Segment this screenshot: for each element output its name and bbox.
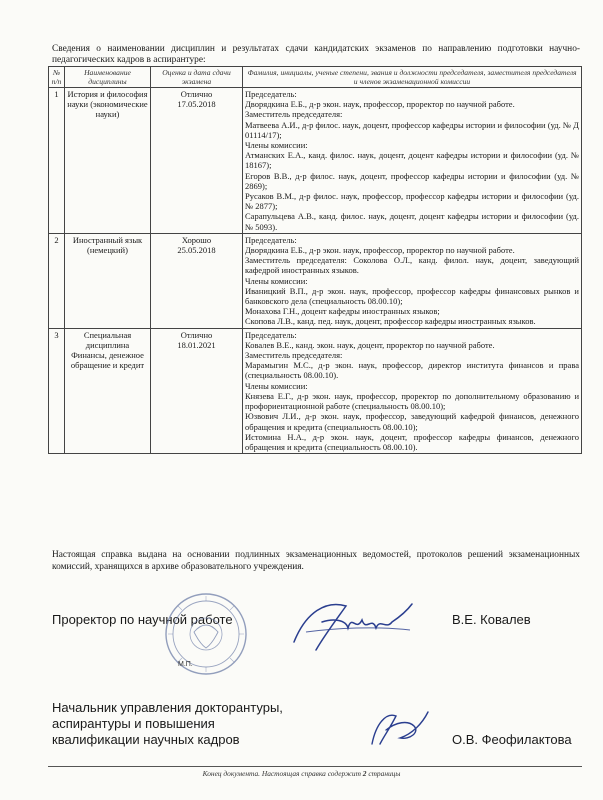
exam-date: 25.05.2018 bbox=[177, 245, 216, 256]
table-header-row bbox=[49, 67, 582, 88]
signatory-title-prorector: Проректор по научной работе bbox=[52, 612, 233, 627]
commission-line: Иваницкий В.П., д-р экон. наук, профессор, профессор кафедры финансовых рынков и банковского дела (специальность 08.00.10); bbox=[245, 285, 579, 307]
grade-value: Отлично bbox=[180, 89, 213, 99]
row-number: 2 bbox=[49, 233, 65, 328]
commission-line: Монахова Г.Н., доцент кафедры иностранных языков; bbox=[245, 306, 440, 317]
commission-cell bbox=[243, 328, 582, 453]
header-discipline: Наименование дисциплины bbox=[65, 67, 151, 88]
signatory-title-line-2: аспирантуры и повышения bbox=[52, 716, 215, 731]
signatory-title-line-1: Начальник управления докторантуры, bbox=[52, 700, 283, 715]
header-grade: Оценка и дата сдачи экзамена bbox=[151, 67, 243, 88]
commission-line: Марамыгин М.С., д-р экон. наук, профессор, директор института финансов и права (специальность 08.00.10). bbox=[245, 360, 579, 381]
grade-value: Хорошо bbox=[181, 234, 212, 245]
signatory-name-prorector: В.Е. Ковалев bbox=[452, 612, 531, 627]
official-seal bbox=[164, 592, 248, 676]
commission-line: Заместитель председателя: bbox=[245, 350, 343, 361]
exam-date: 18.01.2021 bbox=[177, 339, 216, 350]
end-note-pages: 2 bbox=[362, 769, 367, 778]
commission-line: Члены комиссии: bbox=[245, 140, 308, 151]
row-number: 1 bbox=[49, 88, 65, 234]
bottom-divider bbox=[48, 766, 582, 767]
commission-line: Матвеева А.И., д-р филос. наук, доцент, профессор кафедры истории и философии (уд. № Д 01114/17); bbox=[245, 119, 579, 140]
footnote-text: Настоящая справка выдана на основании подлинных экзаменационных ведомостей, протоколов решений экзаменационных комиссий, хранящихся в архиве образовательного учреждения. bbox=[52, 550, 580, 572]
commission-line: Члены комиссии: bbox=[245, 380, 308, 391]
grade-cell bbox=[151, 233, 243, 328]
header-num: № п/п bbox=[49, 67, 65, 88]
grade-cell bbox=[151, 88, 243, 234]
table-row bbox=[49, 233, 582, 328]
intro-text: Сведения о наименовании дисциплин и результатах сдачи кандидатских экзаменов по направлению подготовки научно-педагогических кадров в аспирантуре: bbox=[52, 44, 580, 65]
exam-date: 17.05.2018 bbox=[177, 99, 216, 110]
signatory-title-line-3: квалификации научных кадров bbox=[52, 732, 240, 747]
commission-line: Дворядкина Е.Б., д-р экон. наук, профессор, проректор по научной работе. bbox=[245, 99, 515, 110]
row-number: 3 bbox=[49, 328, 65, 453]
signature-head bbox=[362, 704, 432, 750]
signature-prorector bbox=[286, 592, 416, 656]
stamp-mp-text: М.П. bbox=[178, 661, 193, 668]
table-row bbox=[49, 88, 582, 234]
commission-line: Егоров В.В., д-р филос. наук, доцент, профессор кафедры истории и философии (уд. № 2869); bbox=[245, 170, 579, 191]
table-row bbox=[49, 328, 582, 453]
commission-cell bbox=[243, 233, 582, 328]
end-note-suffix: страницы bbox=[366, 769, 401, 778]
commission-line: Заместитель председателя: bbox=[245, 109, 343, 120]
exams-table bbox=[48, 66, 582, 454]
commission-line: Князева Е.Г., д-р экон. наук, профессор, проректор по дополнительному образованию и профориентационной работе (специальность 08.00.10); bbox=[245, 390, 579, 412]
commission-line: Председатель: bbox=[245, 89, 297, 99]
signatory-name-head: О.В. Феофилактова bbox=[452, 732, 572, 747]
commission-line: Юзвович Л.И., д-р экон. наук, профессор, заведующий кафедрой финансов, денежного обращения и кредита (специальность 08.00.10); bbox=[245, 411, 579, 432]
commission-line: Ковалев В.Е., канд. экон. наук, доцент, проректор по научной работе. bbox=[245, 339, 495, 350]
commission-line: Атманских Е.А., канд. филос. наук, доцент, доцент кафедры истории и философии (уд. № 18167); bbox=[245, 150, 579, 171]
commission-line: Председатель: bbox=[245, 329, 297, 340]
commission-line: Русаков В.М., д-р филос. наук, профессор, профессор кафедры истории и философии (уд. № 2877); bbox=[245, 191, 579, 212]
commission-line: Члены комиссии: bbox=[245, 275, 308, 286]
discipline-name: Иностранный язык (немецкий) bbox=[65, 233, 151, 328]
grade-cell bbox=[151, 328, 243, 453]
commission-line: Дворядкина Е.Б., д-р экон. наук, профессор, проректор по научной работе. bbox=[245, 245, 515, 256]
discipline-name: История и философия науки (экономические науки) bbox=[65, 88, 151, 234]
header-commission: Фамилия, инициалы, ученые степени, звания и должности председателя, заместителя председателя и членов экзаменационной комиссии bbox=[243, 67, 582, 88]
commission-line: Скопова Л.В., канд. пед. наук, доцент, профессор кафедры иностранных языков. bbox=[245, 316, 536, 327]
grade-value: Отлично bbox=[180, 329, 213, 340]
commission-line: Заместитель председателя: Соколова О.Л., канд. филол. наук, доцент, заведующий кафедрой иностранных языков. bbox=[245, 255, 579, 276]
end-of-document-note bbox=[0, 769, 603, 778]
end-note-prefix: Конец документа. Настоящая справка содержит bbox=[202, 769, 363, 778]
commission-line: Истомина Н.А., д-р экон. наук, доцент, профессор кафедры финансов, денежного обращения и кредита (специальность 08.00.10). bbox=[245, 431, 579, 452]
commission-line: Председатель: bbox=[245, 234, 297, 245]
discipline-name: Специальная дисциплина Финансы, денежное обращение и кредит bbox=[65, 328, 151, 453]
commission-cell bbox=[243, 88, 582, 234]
commission-line: Сарапульцева А.В., канд. филос. наук, доцент, доцент кафедры истории и философии (уд. № 5093). bbox=[245, 211, 579, 232]
